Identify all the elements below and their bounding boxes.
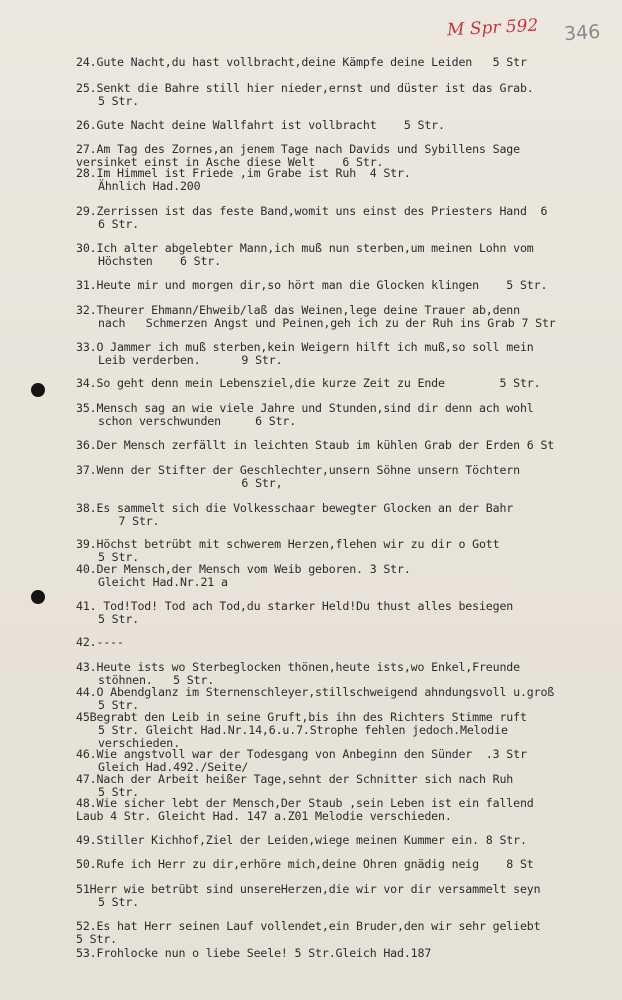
entry-line: 41. Tod!Tod! Tod ach Tod,du starker Held!Du thust alles besiegen bbox=[76, 599, 514, 613]
entry-line: 43.Heute ists wo Sterbeglocken thönen,heute ists,wo Enkel,Freunde bbox=[76, 660, 520, 674]
entry-line: Ähnlich Had.200 bbox=[98, 179, 201, 193]
entry-line: 5 Str. Gleicht Had.Nr.14,6.u.7.Strophe fehlen jedoch.Melodie bbox=[98, 723, 508, 737]
entry-line: 37.Wenn der Stifter der Geschlechter,unsern Söhne unsern Töchtern bbox=[76, 463, 520, 477]
entry-line: 35.Mensch sag an wie viele Jahre und Stunden,sind dir denn ach wohl bbox=[76, 401, 534, 415]
entry-line: Höchsten 6 Str. bbox=[98, 254, 221, 268]
entry-49 bbox=[76, 834, 616, 847]
entry-29 bbox=[76, 205, 616, 231]
entry-31 bbox=[76, 279, 616, 292]
entry-line: 51Herr wie betrübt sind unsereHerzen,die wir vor dir versammelt seyn bbox=[76, 882, 541, 896]
entry-line: 5 Str. bbox=[98, 698, 139, 712]
entry-line: 32.Theurer Ehmann/Ehweib/laß das Weinen,lege deine Trauer ab,denn bbox=[76, 303, 520, 317]
entry-41 bbox=[76, 600, 616, 626]
entry-53 bbox=[76, 947, 616, 960]
entry-line: Leib verderben. 9 Str. bbox=[98, 353, 283, 367]
entry-25 bbox=[76, 82, 616, 108]
entry-line: 5 Str. bbox=[76, 932, 117, 946]
entry-line: 40.Der Mensch,der Mensch vom Weib geboren. 3 Str. bbox=[76, 562, 411, 576]
entry-38 bbox=[76, 502, 616, 528]
entry-line: 31.Heute mir und morgen dir,so hört man die Glocken klingen 5 Str. bbox=[76, 278, 548, 292]
entry-line: 5 Str. bbox=[98, 94, 139, 108]
entry-line: 49.Stiller Kichhof,Ziel der Leiden,wiege meinen Kummer ein. 8 Str. bbox=[76, 833, 527, 847]
entry-line: 52.Es hat Herr seinen Lauf vollendet,ein Bruder,den wir sehr geliebt bbox=[76, 919, 541, 933]
entry-line: 29.Zerrissen ist das feste Band,womit uns einst des Priesters Hand 6 bbox=[76, 204, 548, 218]
entry-line: 45Begrabt den Leib in seine Gruft,bis ihn des Richters Stimme ruft bbox=[76, 710, 527, 724]
entry-37 bbox=[76, 464, 616, 490]
punch-hole bbox=[31, 383, 45, 397]
entry-51 bbox=[76, 883, 616, 909]
entry-line: 5 Str. bbox=[98, 550, 139, 564]
entry-line: 27.Am Tag des Zornes,an jenem Tage nach Davids und Sybillens Sage bbox=[76, 142, 520, 156]
entry-39 bbox=[76, 538, 616, 564]
entry-52 bbox=[76, 920, 616, 946]
entry-line: 25.Senkt die Bahre still hier nieder,ernst und düster ist das Grab. bbox=[76, 81, 534, 95]
entry-line: schon verschwunden 6 Str. bbox=[98, 414, 297, 428]
entry-line: nach Schmerzen Angst und Peinen,geh ich zu der Ruh ins Grab 7 Str bbox=[98, 316, 556, 330]
entry-line: 33.O Jammer ich muß sterben,kein Weigern hilft ich muß,so soll mein bbox=[76, 340, 534, 354]
entry-line: 7 Str. bbox=[98, 514, 160, 528]
folio-number: 346 bbox=[563, 20, 601, 46]
entry-34 bbox=[76, 377, 616, 390]
entry-32 bbox=[76, 304, 616, 330]
entry-line: 42.---- bbox=[76, 635, 124, 649]
archive-signature: M Spr 592 bbox=[446, 15, 539, 41]
entry-35 bbox=[76, 402, 616, 428]
entry-line: versinket einst in Asche diese Welt 6 Str. bbox=[76, 155, 384, 169]
entry-line: 5 Str. bbox=[98, 785, 139, 799]
entry-line: 47.Nach der Arbeit heißer Tage,sehnt der Schnitter sich nach Ruh bbox=[76, 772, 514, 786]
entry-24 bbox=[76, 56, 616, 69]
entry-48 bbox=[76, 797, 616, 823]
entry-line: 5 Str. bbox=[98, 612, 139, 626]
entry-46 bbox=[76, 748, 616, 774]
entry-line: Gleicht Had.Nr.21 a bbox=[98, 575, 228, 589]
entry-line: Gleich Had.492./Seite/ bbox=[98, 760, 249, 774]
entry-line: 6 Str. bbox=[98, 217, 139, 231]
entry-line: 28.Im Himmel ist Friede ,im Grabe ist Ruh 4 Str. bbox=[76, 166, 411, 180]
entry-line: 39.Höchst betrübt mit schwerem Herzen,flehen wir zu dir o Gott bbox=[76, 537, 500, 551]
entry-33 bbox=[76, 341, 616, 367]
entry-40 bbox=[76, 563, 616, 589]
punch-hole bbox=[31, 590, 45, 604]
entry-line: 53.Frohlocke nun o liebe Seele! 5 Str.Gleich Had.187 bbox=[76, 946, 432, 960]
entry-30 bbox=[76, 242, 616, 268]
entry-line: stöhnen. 5 Str. bbox=[98, 673, 215, 687]
entry-50 bbox=[76, 858, 616, 871]
entry-45 bbox=[76, 711, 616, 750]
entry-26 bbox=[76, 119, 616, 132]
entry-line: verschieden. bbox=[98, 736, 180, 750]
entry-line: 48.Wie sicher lebt der Mensch,Der Staub ,sein Leben ist ein fallend bbox=[76, 796, 534, 810]
entry-line: 46.Wie angstvoll war der Todesgang von Anbeginn den Sünder .3 Str bbox=[76, 747, 527, 761]
entry-line: Laub 4 Str. Gleicht Had. 147 a.Z01 Melodie verschieden. bbox=[76, 809, 452, 823]
entry-43 bbox=[76, 661, 616, 687]
entry-44 bbox=[76, 686, 616, 712]
entry-line: 34.So geht denn mein Lebensziel,die kurze Zeit zu Ende 5 Str. bbox=[76, 376, 541, 390]
entry-42 bbox=[76, 636, 616, 649]
entry-line: 50.Rufe ich Herr zu dir,erhöre mich,deine Ohren gnädig neig 8 St bbox=[76, 857, 534, 871]
entry-line: 6 Str, bbox=[98, 476, 283, 490]
entry-line: 5 Str. bbox=[98, 895, 139, 909]
entry-line: 26.Gute Nacht deine Wallfahrt ist vollbracht 5 Str. bbox=[76, 118, 445, 132]
entry-line: 38.Es sammelt sich die Volkesschaar bewegter Glocken an der Bahr bbox=[76, 501, 514, 515]
entry-28 bbox=[76, 167, 616, 193]
entry-line: 44.O Abendglanz im Sternenschleyer,stillschweigend ahndungsvoll u.groß bbox=[76, 685, 555, 699]
entry-line: 30.Ich alter abgelebter Mann,ich muß nun sterben,um meinen Lohn vom bbox=[76, 241, 534, 255]
entry-36 bbox=[76, 439, 616, 452]
entry-line: 24.Gute Nacht,du hast vollbracht,deine Kämpfe deine Leiden 5 Str bbox=[76, 55, 527, 69]
entry-line: 36.Der Mensch zerfällt in leichten Staub im kühlen Grab der Erden 6 St bbox=[76, 438, 555, 452]
